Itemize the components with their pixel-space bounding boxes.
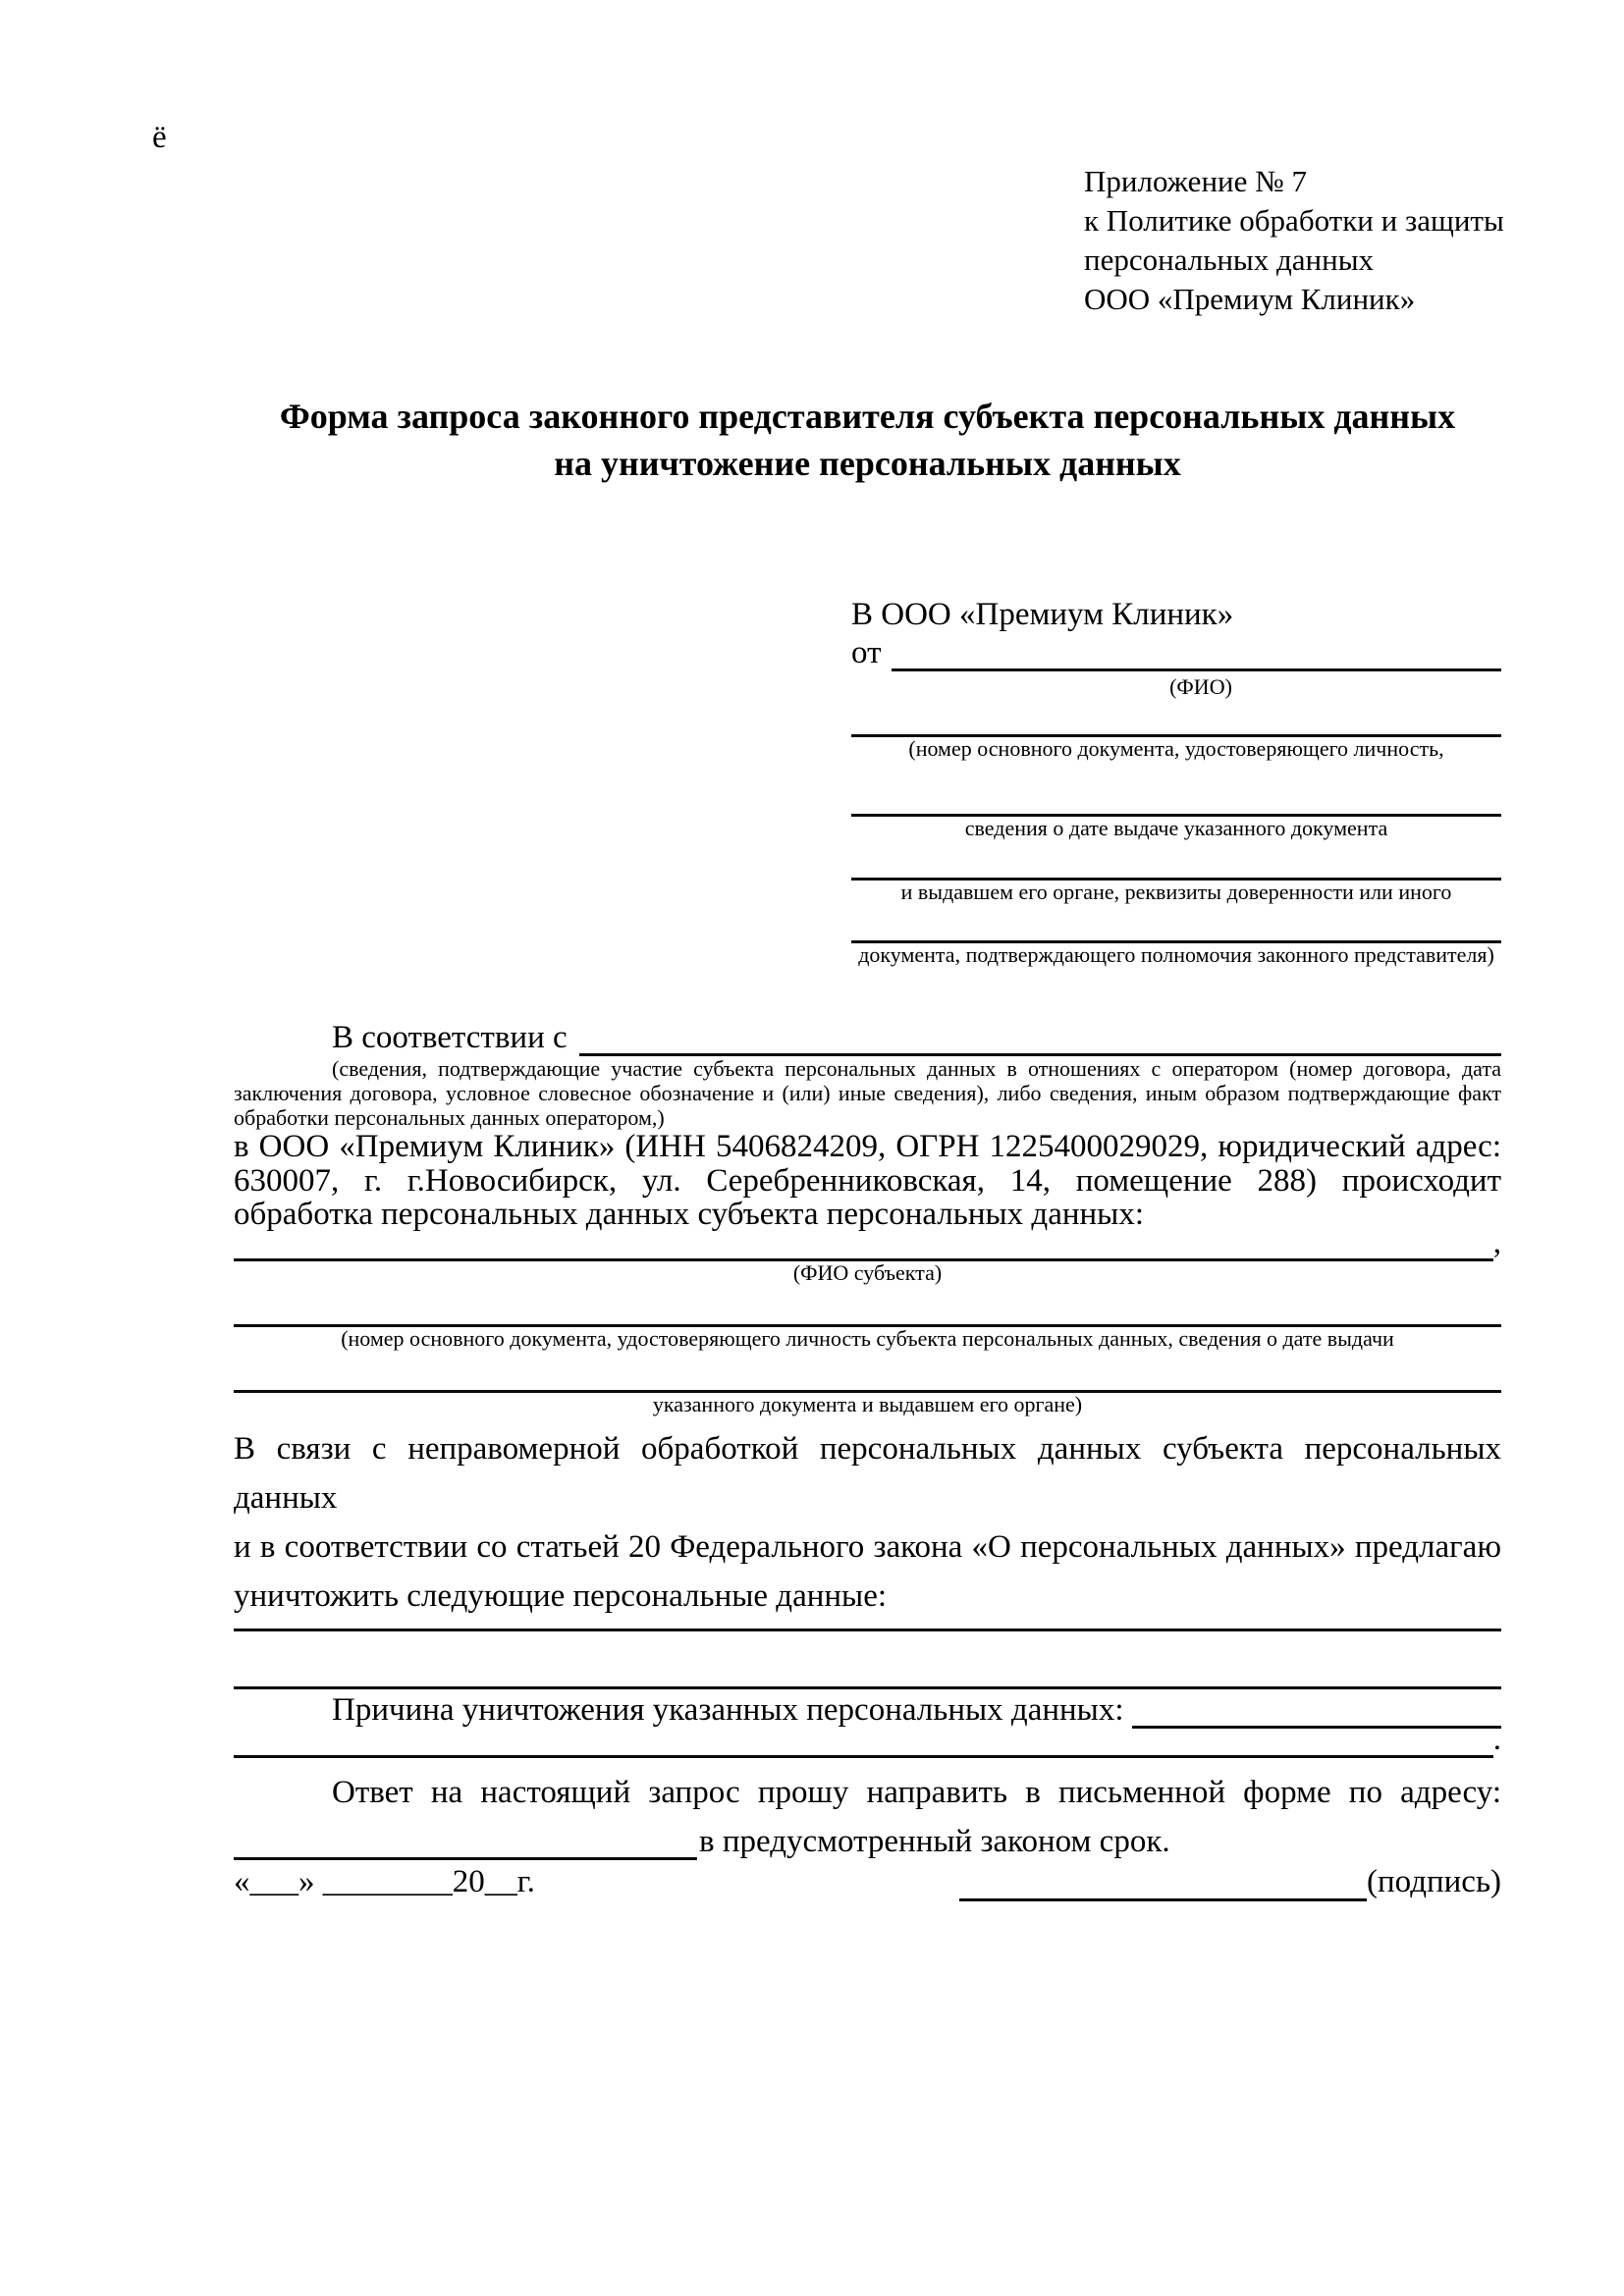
- appendix-line: Приложение № 7: [1084, 164, 1307, 198]
- trailing-period: .: [1492, 1721, 1501, 1757]
- appendix-note: [1084, 162, 1506, 319]
- accordance-row: [234, 1017, 1501, 1056]
- blank-line: [851, 699, 1501, 737]
- from-label: от: [851, 635, 882, 670]
- paragraph-line: обработка персональных данных субъекта персональных данных:: [234, 1197, 1144, 1232]
- reason-label: Причина уничтожения указанных персональных данных:: [332, 1691, 1124, 1728]
- line-caption: (ФИО субъекта): [792, 1259, 943, 1285]
- blank-line: [851, 904, 1501, 943]
- signature-footer: [234, 1860, 1501, 1901]
- document-title-line: Форма запроса законного представителя субъекта персональных данных: [279, 397, 1456, 436]
- paragraph-line: и в соответствии со статьей 20 Федерального закона «О персональных данных» предлагаю: [234, 1528, 1501, 1565]
- caption-line: (сведения, подтверждающие участие субъекта персональных данных в отношениях с оператором (номер договора, дата: [332, 1056, 1501, 1081]
- blank-line: [234, 1818, 697, 1860]
- response-paragraph-line: в предусмотренный законом срок.: [699, 1823, 1170, 1859]
- line-caption: документа, подтверждающего полномочия законного представителя): [858, 942, 1494, 967]
- response-paragraph-line: Ответ на настоящий запрос прошу направить в письменной форме по адресу:: [332, 1774, 1501, 1810]
- paragraph-line: уничтожить следующие персональные данные:: [234, 1577, 888, 1614]
- blank-line: [892, 668, 1502, 671]
- document-title-line: на уничтожение персональных данных: [554, 444, 1181, 483]
- signature-line: [959, 1861, 1367, 1901]
- date-blank: «___» ________20__г.: [234, 1864, 535, 1899]
- appendix-line: персональных данных: [1084, 242, 1375, 277]
- signature-group: [959, 1861, 1501, 1901]
- document-title: [234, 393, 1501, 487]
- appendix-line: к Политике обработки и защиты: [1084, 203, 1504, 238]
- accordance-caption: [234, 1056, 1501, 1130]
- addressee-block: [851, 595, 1501, 967]
- blank-line: [234, 1631, 1501, 1689]
- blank-line: [851, 840, 1501, 881]
- blank-line: [851, 761, 1501, 817]
- line-caption: (номер основного документа, удостоверяющего личность,: [908, 736, 1444, 761]
- paragraph-line: в ООО «Премиум Клиник» (ИНН 5406824209, ОГРН 1225400029029, юридический адрес:: [234, 1129, 1501, 1164]
- main-body: [234, 1011, 1501, 1860]
- paragraph-line: В связи с неправомерной обработкой персональных данных субъекта персональных данных: [234, 1430, 1501, 1516]
- line-caption: указанного документа и выдавшем его органе): [652, 1391, 1083, 1416]
- violation-paragraph: [234, 1424, 1501, 1621]
- appendix-line: ООО «Премиум Клиник»: [1084, 282, 1416, 316]
- reason-continuation-row: [234, 1721, 1501, 1758]
- line-caption: (ФИО): [1169, 674, 1232, 699]
- paragraph-line: 630007, г. г.Новосибирск, ул. Серебренниковская, 14, помещение 288) происходит: [234, 1162, 1501, 1199]
- trailing-comma: ,: [1492, 1224, 1501, 1260]
- blank-line: [234, 1351, 1501, 1393]
- line-caption: и выдавшем его органе, реквизиты доверенности или иного: [900, 880, 1452, 904]
- from-row: [851, 634, 1501, 671]
- addressee-to: В ООО «Премиум Клиник»: [851, 597, 1234, 632]
- accordance-label: В соответствии с: [332, 1020, 568, 1055]
- blank-line: [1132, 1726, 1501, 1729]
- blank-line: [234, 1621, 1501, 1631]
- response-address-row: [234, 1821, 1501, 1860]
- blank-line: [234, 1285, 1501, 1327]
- stray-character: ё: [152, 120, 167, 155]
- reason-row: [234, 1689, 1501, 1729]
- line-caption: (номер основного документа, удостоверяющего личность субъекта персональных данных, сведения о дате выдачи: [341, 1325, 1394, 1351]
- line-caption: сведения о дате выдаче указанного документа: [964, 816, 1388, 840]
- signature-caption: (подпись): [1367, 1864, 1501, 1899]
- subject-name-row: [234, 1224, 1501, 1261]
- blank-line: [234, 1755, 1493, 1758]
- caption-line: заключения договора, условное словесное обозначение и (или) иные сведения), либо сведения, иным образом подтверждающие факт: [234, 1081, 1501, 1105]
- operator-paragraph: [234, 1130, 1501, 1232]
- caption-line: обработки персональных данных оператором,): [234, 1105, 665, 1130]
